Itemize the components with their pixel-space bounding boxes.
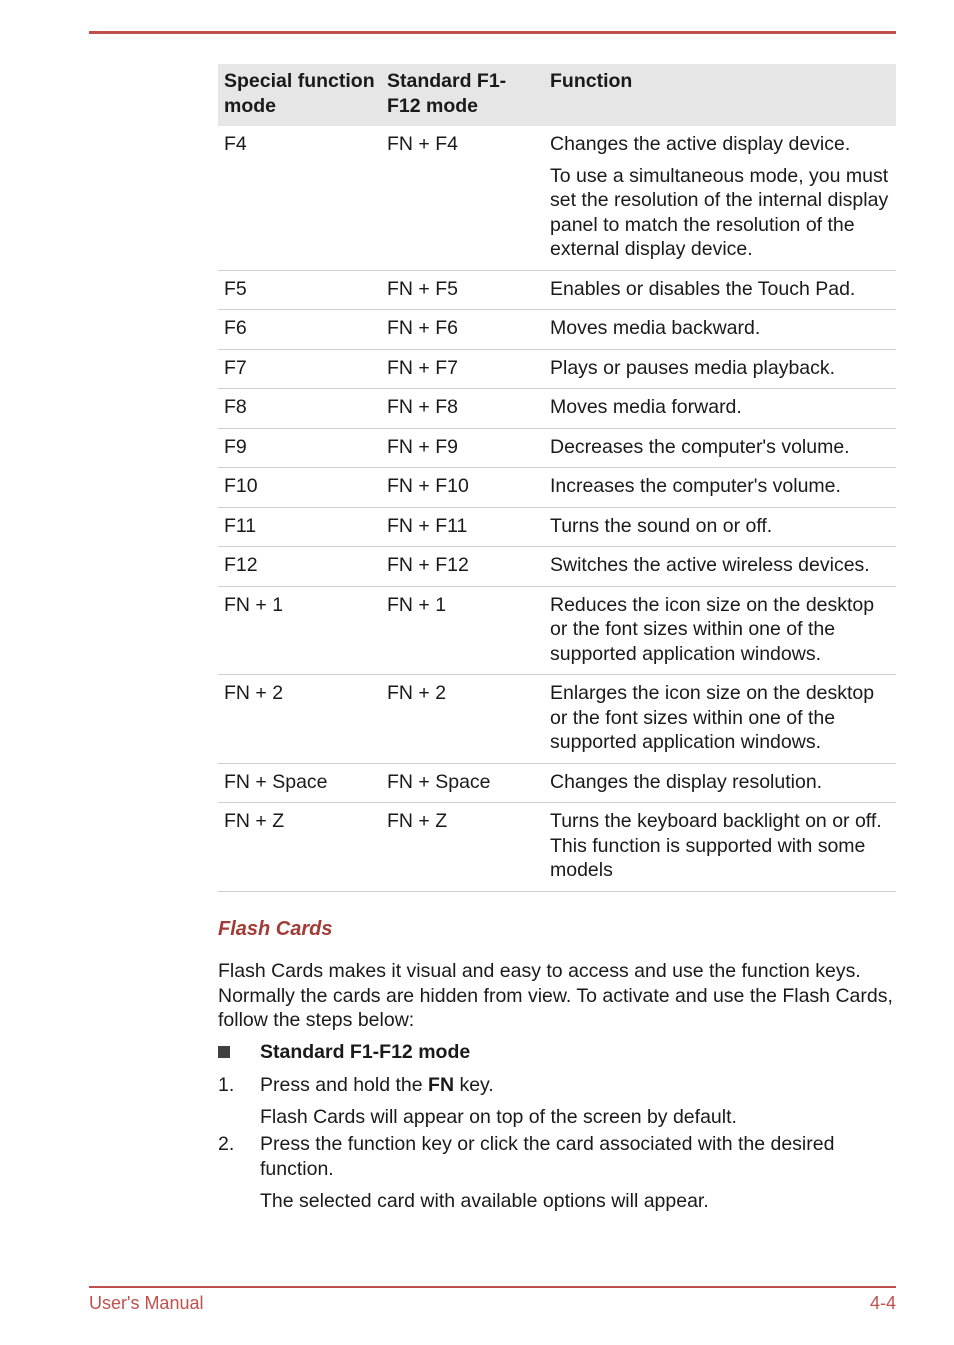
function-text: Decreases the computer's volume. bbox=[550, 435, 850, 458]
table-row bbox=[218, 547, 896, 587]
cell-function bbox=[544, 389, 896, 429]
function-text: To use a simultaneous mode, you must set the resolution of the internal display panel to match the resolution of the external display device. bbox=[550, 164, 889, 260]
cell-function bbox=[544, 507, 896, 547]
cell-standard-mode: FN + F9 bbox=[381, 428, 544, 468]
cell-special-mode: F8 bbox=[218, 389, 381, 429]
function-text: Enlarges the icon size on the desktop or the font sizes within one of the supported application windows. bbox=[550, 682, 875, 753]
bullet-square-icon bbox=[218, 1046, 230, 1058]
cell-function bbox=[544, 586, 896, 675]
cell-special-mode: F7 bbox=[218, 349, 381, 389]
table-row bbox=[218, 803, 896, 892]
step-text: Press and hold the FN key. bbox=[260, 1074, 494, 1096]
cell-standard-mode: FN + 1 bbox=[381, 586, 544, 675]
table-row bbox=[218, 270, 896, 310]
function-text: Moves media backward. bbox=[550, 317, 761, 339]
function-text: Changes the display resolution. bbox=[550, 770, 823, 793]
cell-standard-mode: FN + Z bbox=[381, 803, 544, 892]
cell-special-mode: FN + Z bbox=[218, 803, 381, 892]
key-name: FN bbox=[428, 1074, 455, 1096]
table-row bbox=[218, 310, 896, 350]
cell-function bbox=[544, 349, 896, 389]
bottom-rule bbox=[89, 1286, 896, 1288]
cell-standard-mode: FN + F12 bbox=[381, 547, 544, 587]
cell-function bbox=[544, 763, 896, 803]
step-number: 2. bbox=[218, 1133, 235, 1155]
cell-standard-mode: FN + F8 bbox=[381, 389, 544, 429]
function-text: Changes the active display device. bbox=[550, 133, 851, 155]
cell-function bbox=[544, 803, 896, 892]
cell-standard-mode: FN + F4 bbox=[381, 126, 544, 270]
function-text: Plays or pauses media playback. bbox=[550, 356, 836, 379]
table-row bbox=[218, 586, 896, 675]
cell-special-mode: F5 bbox=[218, 270, 381, 310]
cell-function bbox=[544, 675, 896, 764]
cell-standard-mode: FN + F6 bbox=[381, 310, 544, 350]
function-text: Turns the keyboard backlight on or off. This function is supported with some models bbox=[550, 810, 882, 881]
section-title: Flash Cards bbox=[218, 918, 333, 940]
step-number: 1. bbox=[218, 1074, 235, 1096]
table-row bbox=[218, 428, 896, 468]
cell-special-mode: F9 bbox=[218, 428, 381, 468]
function-text: Enables or disables the Touch Pad. bbox=[550, 277, 856, 300]
bullet-label: Standard F1-F12 mode bbox=[260, 1041, 471, 1063]
table-row bbox=[218, 126, 896, 270]
step-1 bbox=[218, 1073, 898, 1098]
table-row bbox=[218, 507, 896, 547]
cell-standard-mode: FN + F11 bbox=[381, 507, 544, 547]
cell-special-mode: F11 bbox=[218, 507, 381, 547]
function-text: Moves media forward. bbox=[550, 396, 742, 418]
step-2-note: The selected card with available options will appear. bbox=[260, 1190, 709, 1212]
cell-function bbox=[544, 126, 896, 270]
function-text: Switches the active wireless devices. bbox=[550, 554, 870, 576]
function-text: Reduces the icon size on the desktop or the font sizes within one of the supported application windows. bbox=[550, 593, 875, 665]
table-row bbox=[218, 675, 896, 764]
function-text: Increases the computer's volume. bbox=[550, 475, 841, 497]
cell-special-mode: F10 bbox=[218, 468, 381, 508]
header-special-mode: Special function mode bbox=[218, 64, 381, 126]
cell-standard-mode: FN + F5 bbox=[381, 270, 544, 310]
cell-function bbox=[544, 428, 896, 468]
step-2 bbox=[218, 1132, 898, 1181]
cell-special-mode: F6 bbox=[218, 310, 381, 350]
cell-special-mode: FN + 2 bbox=[218, 675, 381, 764]
cell-standard-mode: FN + F7 bbox=[381, 349, 544, 389]
step-text: Press the function key or click the card associated with the desired function. bbox=[260, 1133, 835, 1180]
table-body bbox=[218, 126, 896, 891]
table-row bbox=[218, 389, 896, 429]
cell-function bbox=[544, 468, 896, 508]
step-1-note: Flash Cards will appear on top of the screen by default. bbox=[260, 1106, 737, 1128]
cell-standard-mode: FN + 2 bbox=[381, 675, 544, 764]
cell-special-mode: FN + 1 bbox=[218, 586, 381, 675]
cell-function bbox=[544, 547, 896, 587]
top-rule bbox=[89, 31, 896, 34]
cell-function bbox=[544, 310, 896, 350]
footer-page-number: 4-4 bbox=[869, 1293, 896, 1313]
cell-special-mode: FN + Space bbox=[218, 763, 381, 803]
table-row bbox=[218, 349, 896, 389]
footer-manual-title: User's Manual bbox=[89, 1293, 204, 1313]
cell-function bbox=[544, 270, 896, 310]
header-standard-mode: Standard F1-F12 mode bbox=[381, 64, 544, 126]
intro-paragraph: Flash Cards makes it visual and easy to access and use the function keys. Normally the cards are hidden from view. To activate and use the Flash Cards, follow the steps below: bbox=[218, 960, 893, 1031]
cell-special-mode: F4 bbox=[218, 126, 381, 270]
function-key-table bbox=[218, 64, 896, 892]
cell-special-mode: F12 bbox=[218, 547, 381, 587]
table-header-row bbox=[218, 64, 896, 126]
header-function: Function bbox=[544, 64, 896, 126]
function-text: Turns the sound on or off. bbox=[550, 514, 773, 537]
table-row bbox=[218, 468, 896, 508]
cell-standard-mode: FN + Space bbox=[381, 763, 544, 803]
table-row bbox=[218, 763, 896, 803]
cell-standard-mode: FN + F10 bbox=[381, 468, 544, 508]
